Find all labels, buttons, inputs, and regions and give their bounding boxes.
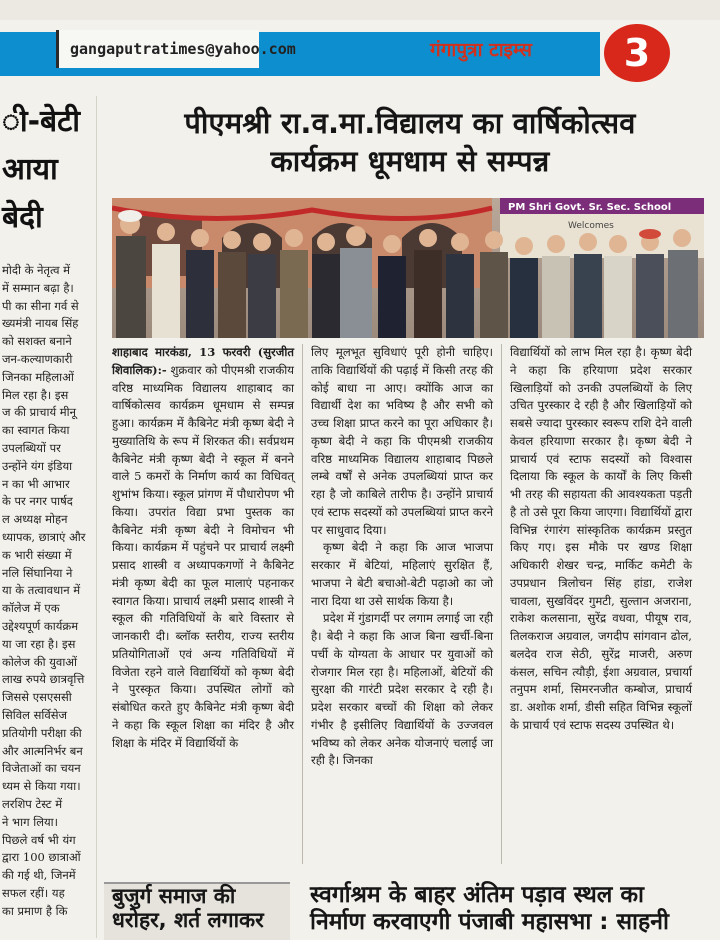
- article-column-2: [311, 344, 493, 770]
- left-body-line: पी का सीना गर्व से: [2, 298, 79, 313]
- left-body-line: ल अध्यक्ष मोहन: [2, 512, 68, 527]
- left-body-line: जिनका महिलाओं: [2, 369, 74, 384]
- headline-line-1: पीएमश्री रा.व.मा.विद्यालय का वार्षिकोत्सव: [184, 106, 636, 140]
- left-body-line: द्वारा 100 छात्राओं: [2, 850, 81, 865]
- left-body-line: नलि सिंघानिया ने: [2, 565, 73, 580]
- dateline: शाहाबाद मारकंडा, 13 फरवरी (सुरजीत शिवालिक):-: [112, 345, 294, 377]
- left-body-line: उपलब्धियों पर: [2, 440, 61, 455]
- left-body-line: विजेताओं का चयन: [2, 761, 81, 776]
- masthead-brand: गंगापुत्रा टाइम्स: [430, 39, 532, 61]
- left-body-line: को सशक्त बनाने: [2, 334, 72, 349]
- bottom-left-headline-line: धरोहर, शर्त लगाकर: [112, 908, 264, 932]
- left-body-line: जिससे एसएससी: [2, 690, 72, 705]
- article-body: [112, 344, 708, 884]
- left-body-line: क भारी संख्या में: [2, 547, 72, 562]
- column-2-paragraph: लिए मूलभूत सुविधाएं पूरी होनी चाहिए। ताकि विद्यार्थियों की पढ़ाई में किसी तरह की कोई बाधा ना आए। क्योंकि आज का विद्यार्थी देश का भविष्य है और सभी को उच्च शिक्षा प्राप्त करने का पूरा अधिकार है। कृष्ण बेदी ने कहा कि पीएमश्री राजकीय वरिष्ठ माध्यमिक विद्यालय शाहाबाद पिछले लम्बे वर्षों से अनेक उपलब्धियां प्राप्त कर रहा है जो काबिले तारीफ है। उन्होंने प्राचार्य एवं स्टाफ सदस्यों को उपलब्धियां प्राप्त करने पर साधुवाद दिया।: [311, 345, 493, 537]
- left-body-line: का प्रमाण है कि: [2, 903, 68, 918]
- left-body-line: कॉलेज में एक: [2, 601, 60, 616]
- left-body-line: मिल रहा है। इस: [2, 387, 69, 402]
- main-headline: [104, 104, 716, 180]
- left-body-line: या के तत्वावधान में: [2, 583, 81, 598]
- left-headline-line: आया: [2, 152, 58, 187]
- column-2-paragraph: कृष्ण बेदी ने कहा कि आज भाजपा सरकार में बेटियां, महिलाएं सुरक्षित हैं, भाजपा ने बेटी बचाओ-बेटी पढ़ाओ का जो नारा दिया था उसे सार्थक किया है।: [311, 540, 493, 608]
- photo-illustration: [112, 198, 704, 338]
- column-3-paragraph: विद्यार्थियों को लाभ मिल रहा है। कृष्ण बेदी ने कहा कि हरियाणा प्रदेश सरकार खिलाड़ियों को उनकी उपलब्धियों के लिए उचित पुरस्कार दे रही है और खिलाड़ियों को सबसे ज्यादा पुरस्कार स्वरूप राशि देने वाली केवल हरियाणा सरकार है। कृष्ण बेदी ने प्राचार्य एवं स्टाफ सदस्यों को विश्वास दिलाया कि स्कूल के कार्यों के लिए किसी भी तरह की सहायता की आवश्यकता पड़ती है तो उसे पूरा किया जाएगा। विद्यार्थियों द्वारा विभिन्न रंगारंग सांस्कृतिक कार्यक्रम प्रस्तुत किए गए। इस मौके पर खण्ड शिक्षा अधिकारी शेखर चन्द्र, मार्किट कमेटी के उपप्रधान त्रिलोचन सिंह हांडा, राजेश चावला, सुखविंदर गुमटी, सुल्तान अजराना, राकेश कलसाना, सुरेंद्र वधवा, पीयूष राव, तिलकराज अग्रवाल, जगदीप सांगवान ढोल, बलदेव राज सेठी, सुरेंद्र माजरी, अरुण कंसल, सचिन त्यौड़ी, ईशा अग्रवाल, प्रचार्या तनुपम शर्मा, सिमरनजीत कम्बोज, प्राचार्य डा. अशोक शर्मा, डीसी सहित विभिन्न स्कूलों के प्राचार्य एवं स्टाफ सदस्य उपस्थित थे।: [510, 345, 692, 732]
- left-body-line: उन्होंने यंग इंडिया: [2, 458, 73, 473]
- bottom-right-headline-line: स्वर्गाश्रम के बाहर अंतिम पड़ाव स्थल का: [310, 882, 645, 908]
- column-1-text: शुक्रवार को पीएमश्री राजकीय वरिष्ठ माध्यमिक विद्यालय शाहाबाद का वार्षिकोत्सव कार्यक्रम धूमधाम से सम्पन्न हुआ। कार्यक्रम में कैबिनेट मंत्री कृष्ण बेदी ने मुख्यातिथि के रूप में शिरकत की। सर्वप्रथम कैबिनेट मंत्री कृष्ण बेदी ने स्कूल में बनने वाले 5 कमरों के निर्माण कार्य का विधिवत् शुभांभ किया। स्कूल प्रांगण में पौधारोपण भी किया। उपरांत विद्या प्रभा पुस्तक का कैबिनेट मंत्री कृष्ण बेदी ने विमोचन भी किया। कार्यक्रम में पहुंचने पर प्राचार्य लक्ष्मी प्रसाद शास्त्री व अध्यापकगणों ने कैबिनेट मंत्री कृष्ण बेदी का फूल मालाएं पहनाकर स्वागत किया। प्राचार्य लक्ष्मी प्रसाद शास्त्री ने स्कूल की गतिविधियों के बारे विस्तार से जानकारी दी। ब्लॉक स्तरीय, राज्य स्तरीय प्रतियोगिताओं एवं अन्य गतिविधियों में विजेता रहने वाले विद्यार्थियों को कृष्ण बेदी ने पुरस्कृत किया। उपस्थित लोगों को संबोधित करते हुए कैबिनेट मंत्री कृष्ण बेदी ने कहा कि स्कूल शिक्षा का मंदिर है और शिक्षा के मंदिर में विद्यार्थियों के: [112, 362, 294, 750]
- left-body-line: के पर नगर पार्षद: [2, 494, 73, 509]
- left-body-line: ने भाग लिया।: [2, 814, 59, 829]
- left-body-line: उद्देश्यपूर्ण कार्यक्रम: [2, 618, 79, 633]
- column-divider: [302, 344, 303, 864]
- bottom-right-headline-line: निर्माण करवाएगी पंजाबी महासभा : साहनी: [310, 909, 669, 935]
- left-story: [0, 96, 97, 938]
- left-body-line: लाख रुपये छात्रवृत्ति: [2, 672, 85, 687]
- bottom-right-headline: [310, 882, 669, 936]
- left-body-line: सफल रहीं। यह: [2, 885, 65, 900]
- left-body-line: पिछले वर्ष भी यंग: [2, 832, 76, 847]
- left-body-line: ध्यम से किया गया।: [2, 779, 81, 794]
- left-body-line: ध्यापक, छात्राएं और: [2, 529, 86, 544]
- left-body-line: और आत्मनिर्भर बन: [2, 743, 83, 758]
- article-column-1: [112, 344, 294, 752]
- left-body-line: मोदी के नेतृत्व में: [2, 263, 70, 277]
- left-body-line: की गई थी, जिनमें: [2, 868, 76, 883]
- masthead-email[interactable]: gangaputratimes@yahoo.com: [70, 40, 296, 58]
- left-body-line: ख्यमंत्री नायब सिंह: [2, 316, 79, 331]
- left-body-line: कोलेज की युवाओं: [2, 654, 78, 669]
- left-body-line: सिविल सर्विसेज: [2, 707, 68, 722]
- left-body-line: जन-कल्याणकारी: [2, 351, 73, 366]
- top-margin: [0, 0, 720, 20]
- left-body-text: [2, 262, 94, 920]
- bottom-left-headline: [112, 884, 264, 932]
- banner-title: PM Shri Govt. Sr. Sec. School: [508, 202, 672, 213]
- article-column-3: [510, 344, 692, 735]
- event-photo: [112, 198, 704, 338]
- left-body-line: में सम्मान बढ़ा है।: [2, 280, 74, 295]
- left-body-line: प्रतियोगी परीक्षा की: [2, 725, 82, 740]
- left-headline-line: ी-बेटी: [2, 104, 81, 139]
- bottom-left-headline-line: बुजुर्ग समाज की: [112, 884, 236, 908]
- left-body-line: लरशिप टेस्ट में: [2, 796, 63, 811]
- page-number-badge: 3: [604, 24, 670, 82]
- headline-line-2: कार्यक्रम धूमधाम से सम्पन्न: [270, 144, 550, 178]
- left-headline-line: बेदी: [2, 200, 43, 235]
- left-body-line: ज की प्राचार्य मीनू: [2, 405, 77, 420]
- column-divider: [501, 344, 502, 864]
- banner-subtitle: Welcomes: [568, 221, 614, 231]
- left-body-line: का स्वागत किया: [2, 423, 70, 438]
- left-body-line: न का भी आभार: [2, 476, 70, 491]
- column-2-paragraph: प्रदेश में गुंडागर्दी पर लगाम लगाई जा रही है। बेदी ने कहा कि आज बिना खर्ची-बिना पर्ची के योग्यता के आधार पर युवाओं को रोजगार मिल रहा है। महिलाओं, बेटियों की सुरक्षा की गारंटी प्रदेश सरकार दे रही है। प्रदेश सरकार बच्चों की शिक्षा को लेकर गंभीर है इसीलिए विद्यार्थियों के उज्जवल भविष्य को लेकर अनेक योजनाएं चलाई जा रही है। जिनका: [311, 611, 493, 768]
- left-body-line: या जा रहा है। इस: [2, 636, 76, 651]
